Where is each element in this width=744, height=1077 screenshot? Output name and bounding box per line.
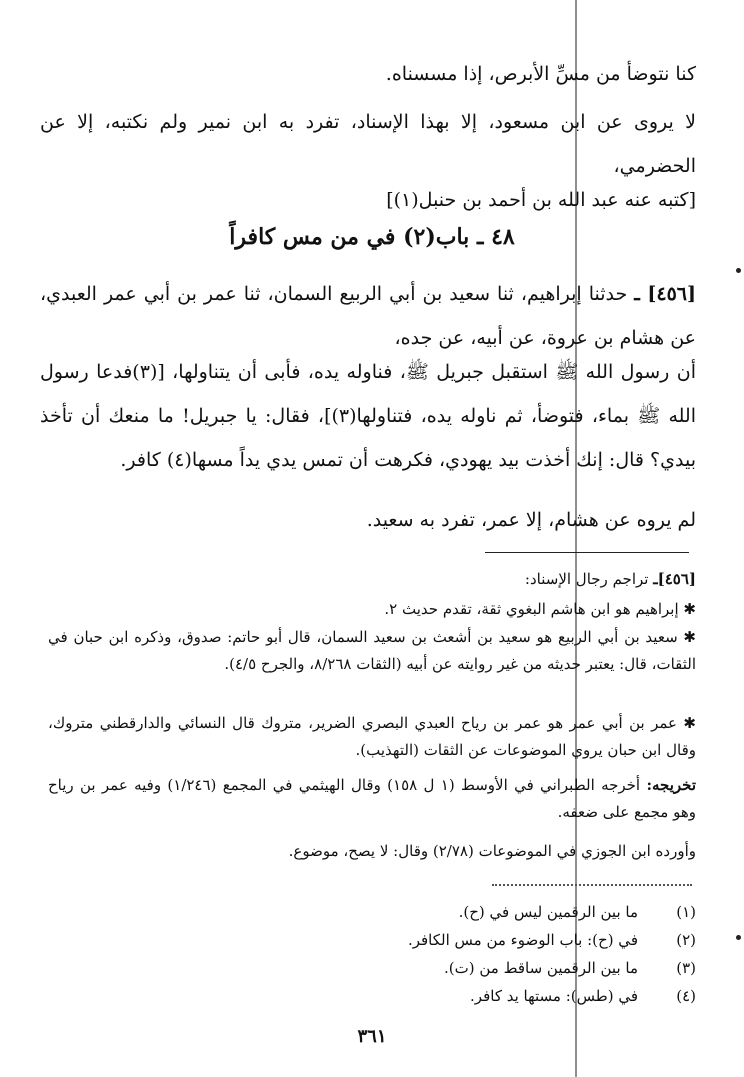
body-line-1: كنا نتوضأ من مسِّ الأبرص، إذا مسسناه. (385, 63, 696, 85)
footnote-2 (276, 926, 696, 954)
margin-dot (736, 935, 741, 940)
bullet-star-icon: ✱ (677, 714, 696, 732)
jawzi-note: وأورده ابن الجوزي في الموضوعات (٢/٧٨) وقال: لا يصح، موضوع. (288, 842, 696, 860)
hadith-matn: أن رسول الله ﷺ استقبل جبريل ﷺ، فناوله يده، فأبى أن يتناولها، [(٣)فدعا رسول الله ﷺ بماء، فتوضأ، ثم ناوله يده، فتناولها(٣)]، فقال: يا جبريل! ما منعك أن تأخذ بيدي؟ قال: إنك أخذت بيد يهودي، فكرهت أن تمس يدي يداً مسها(٤) كافر. (40, 361, 696, 471)
takhrij-paragraph (48, 772, 696, 826)
takhrij-text: أخرجه الطبراني في الأوسط (١ ل ١٥٨) وقال الهيثمي في المجمع (١/٢٤٦) وفيه عمر بن رياح وهو مجمع على ضعفه. (48, 776, 696, 821)
hadith-number: [٤٥٦] ـ (634, 283, 696, 305)
footnote-number: (٢) (676, 931, 696, 949)
commentary-title (48, 566, 696, 593)
footnote-number: (٤) (676, 987, 696, 1005)
hadith-isnad-text: حدثنا إبراهيم، ثنا سعيد بن أبي الربيع السمان، ثنا عمر بن أبي عمر العبدي، عن هشام بن عروة، عن أبيه، عن جده، (40, 283, 696, 349)
margin-dot (736, 268, 741, 273)
takhrij-label: تخريجه: (646, 776, 697, 794)
chapter-heading: ٤٨ ـ باب(٢) في من مس كافراً (229, 224, 515, 250)
narrator-note-2: ✱ سعيد بن أبي الربيع هو سعيد بن أشعث بن سعيد السمان، قال أبو حاتم: صدوق، وذكره ابن حبان في الثقات، قال: يعتبر حديثه من غير روايته عن أبيه (الثقات ٨/٢٦٨، والجرح ٤/٥). (48, 628, 696, 673)
footnote-text: في (طس): مستها يد كافر. (470, 987, 638, 1005)
hadith-isnad (40, 272, 696, 360)
body-paragraph-2: لا يروى عن ابن مسعود، إلا بهذا الإسناد، تفرد به ابن نمير ولم نكتبه، إلا عن الحضرمي، (40, 111, 696, 177)
page-number: ٣٦١ (357, 1026, 387, 1047)
footnote-number: (٣) (676, 959, 696, 977)
footnote-3 (276, 954, 696, 982)
commentary-divider (485, 552, 689, 553)
narrator-note-1: ✱ إبراهيم هو ابن هاشم البغوي ثقة، تقدم حديث ٢. (384, 600, 696, 618)
body-line-3: [كتبه عنه عبد الله بن أحمد بن حنبل(١)] (386, 189, 696, 211)
bullet-star-icon: ✱ (678, 600, 696, 618)
hadith-note: لم يروه عن هشام، إلا عمر، تفرد به سعيد. (366, 509, 696, 531)
footnote-1 (276, 898, 696, 926)
footnote-divider (492, 884, 692, 886)
footnote-4 (276, 982, 696, 1010)
footnote-text: ما بين الرقمين ساقط من (ت). (444, 959, 638, 977)
bullet-star-icon: ✱ (677, 628, 696, 646)
footnote-text: في (ح): باب الوضوء من مس الكافر. (407, 931, 638, 949)
footnote-number: (١) (676, 903, 696, 921)
footnote-text: ما بين الرقمين ليس في (ح). (458, 903, 638, 921)
commentary-ref: [٤٥٦]ـ (653, 570, 696, 588)
commentary-title-text: تراجم رجال الإسناد: (524, 570, 649, 588)
narrator-note-3: ✱ عمر بن أبي عمر هو عمر بن رياح العبدي البصري الضرير، متروك قال النسائي والدارقطني متروك، وقال ابن حبان يروي الموضوعات عن الثقات (التهذيب). (48, 714, 696, 759)
